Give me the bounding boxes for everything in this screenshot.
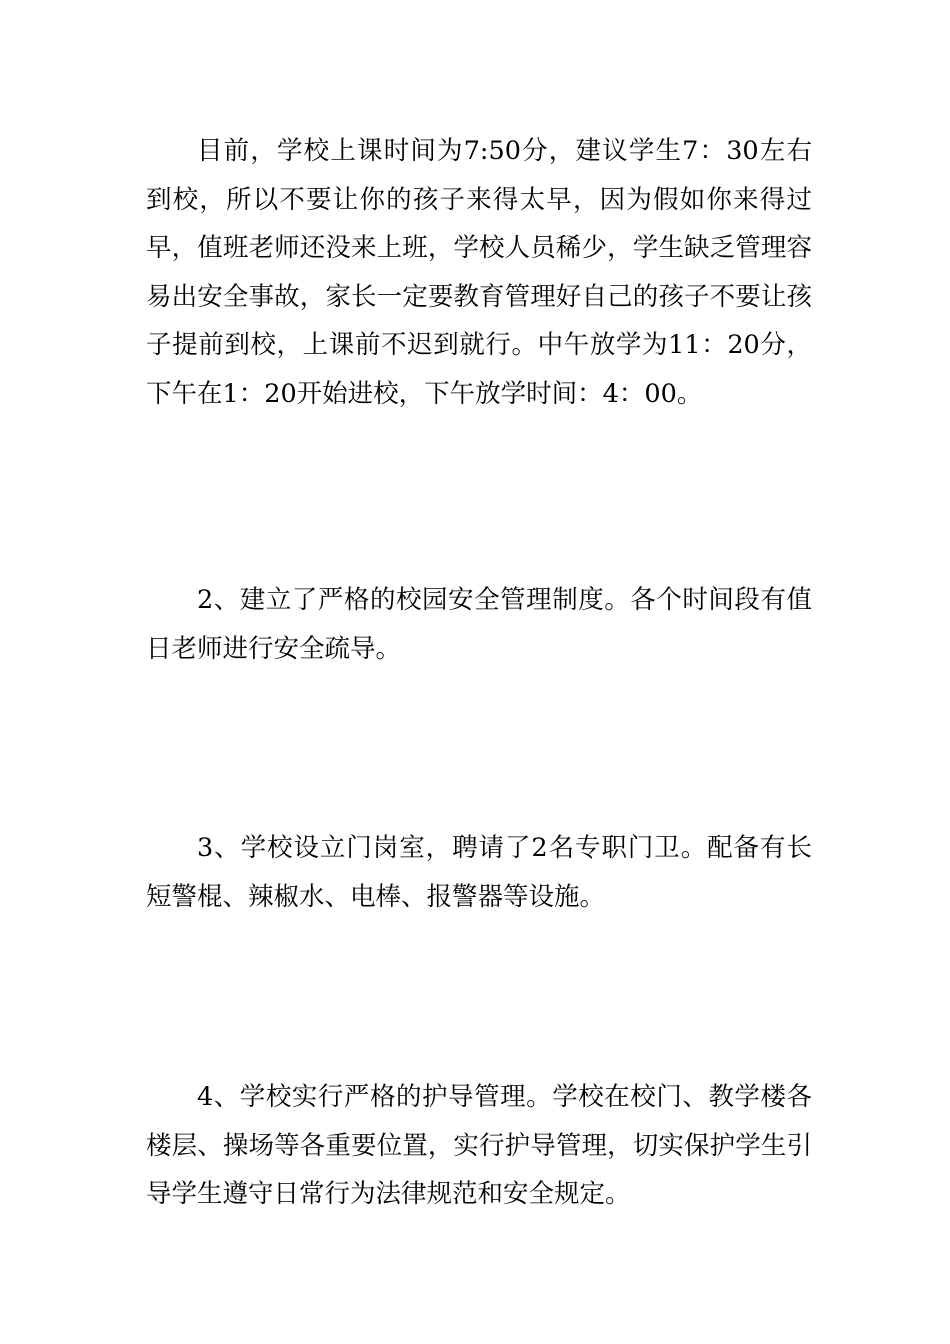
paragraph-supervision: 4、学校实行严格的护导管理。学校在校门、教学楼各楼层、操场等各重要位置，实行护导管理，切实保护学生引导学生遵守日常行为法律规范和安全规定。 [146, 1082, 812, 1209]
paragraph-safety-system: 2、建立了严格的校园安全管理制度。各个时间段有值日老师进行安全疏导。 [146, 585, 812, 664]
paragraph-gatehouse: 3、学校设立门岗室，聘请了2名专职门卫。配备有长短警棍、辣椒水、电棒、报警器等设施。 [146, 833, 812, 912]
paragraph-arrival-times: 目前，学校上课时间为7:50分，建议学生7：30左右到校，所以不要让你的孩子来得太早，因为假如你来得过早，值班老师还没来上班，学校人员稀少，学生缺乏管理容易出安全事故，家长一定要教育管理好自己的孩子不要让孩子提前到校，上课前不迟到就行。中午放学为11：20分，下午在1：20开始进校，下午放学时间：4：00。 [146, 136, 812, 409]
